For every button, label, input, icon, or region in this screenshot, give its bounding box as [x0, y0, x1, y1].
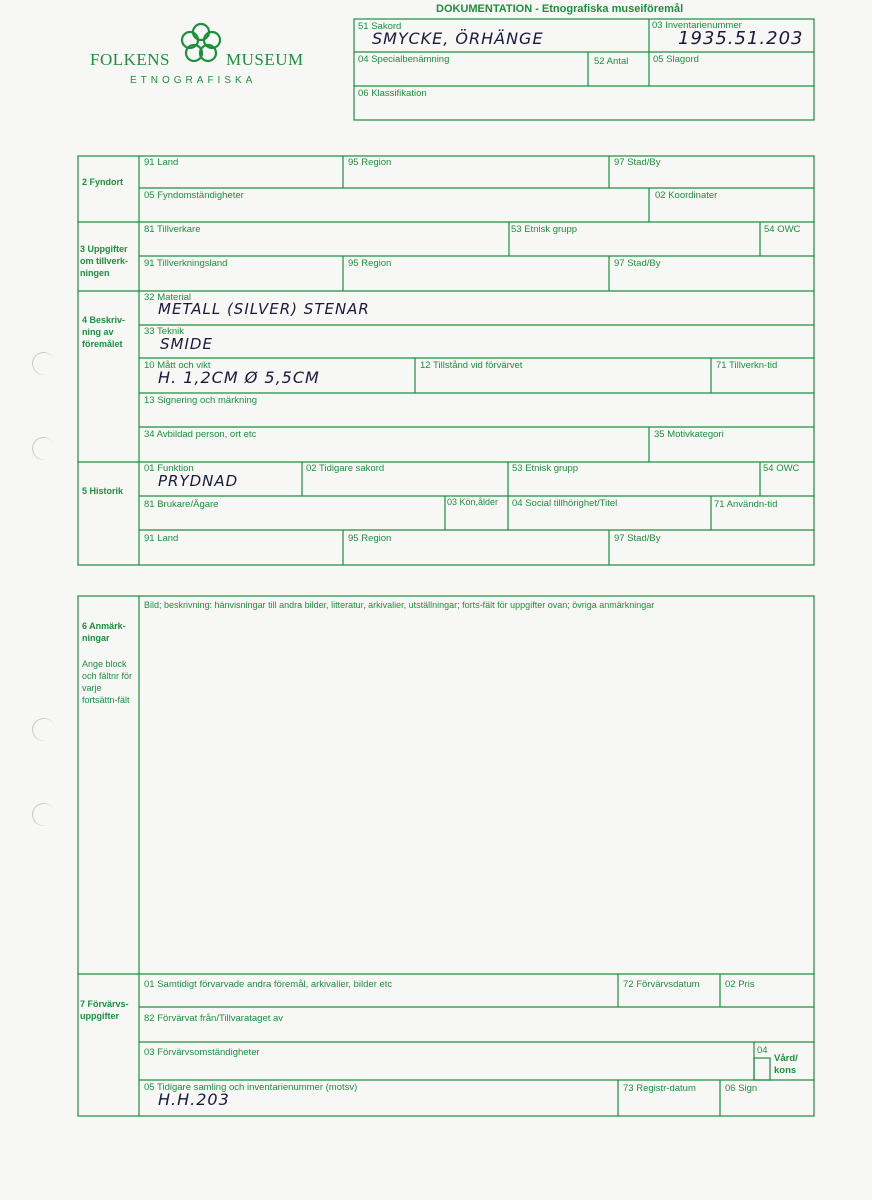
label-tillverkn-tid: 71 Tillverkn-tid	[716, 360, 778, 371]
label-material: 32 Material	[144, 292, 191, 303]
form-title: DOKUMENTATION - Etnografiska museiföremål	[436, 3, 684, 15]
value-sakord: SMYCKE, ÖRHÄNGE	[372, 29, 544, 48]
label-tillstand: 12 Tillstånd vid förvärvet	[420, 360, 523, 371]
logo-name-right: MUSEUM	[226, 50, 304, 69]
section-title-historik: 5 Historik	[82, 486, 124, 496]
label-owc: 54 OWC	[763, 463, 800, 474]
label-etnisk-grupp: 53 Etnisk grupp	[512, 463, 579, 474]
label-tillverkningsland: 91 Tillverkningsland	[144, 258, 228, 269]
label-forvarvsdatum: 72 Förvärvsdatum	[623, 979, 700, 990]
label-region: 95 Region	[348, 533, 392, 544]
label-motivkategori: 35 Motivkategori	[654, 429, 724, 440]
label-stad: 97 Stad/By	[614, 258, 661, 269]
value-material: METALL (SILVER) STENAR	[158, 300, 370, 318]
label-teknik: 33 Teknik	[144, 326, 184, 337]
label-etnisk-grupp: 53 Etnisk grupp	[511, 224, 578, 235]
label-matt-och-vikt: 10 Mått och vikt	[144, 360, 211, 371]
section-title-tillverkning: 3 Uppgifter om tillverk-ningen	[80, 244, 129, 278]
logo-subtitle: ETNOGRAFISKA	[130, 75, 257, 86]
value-matt-och-vikt: H. 1,2CM Ø 5,5CM	[158, 368, 320, 387]
label-signering: 13 Signering och märkning	[144, 395, 258, 406]
value-teknik: SMIDE	[160, 335, 213, 353]
label-kon-alder: 03 Kön,ålder	[447, 497, 499, 507]
label-pris: 02 Pris	[725, 979, 755, 990]
flower-logo-icon	[176, 20, 226, 66]
label-anvandn-tid: 71 Användn-tid	[714, 499, 778, 510]
label-samtidigt-forvarvade: 01 Samtidigt förvarvade andra föremål, arkivalier, bilder etc	[144, 979, 393, 990]
label-tidigare-samling: 05 Tidigare samling och inventarienummer (motsv)	[144, 1082, 358, 1093]
label-bild-beskrivning: Bild; beskrivning: hänvisningar till andra bilder, litteratur, arkivalier, utställningar; forts-fält för uppgifter ovan; övriga anmärkningar	[144, 600, 655, 610]
label-land: 91 Land	[144, 157, 179, 168]
section-title-anmarkningar: 6 Anmärk-ningar	[82, 621, 126, 643]
label-antal: 52 Antal	[594, 56, 629, 67]
label-klassifikation: 06 Klassifikation	[358, 88, 427, 99]
label-koordinater: 02 Koordinater	[655, 190, 718, 201]
label-vard-number: 04	[757, 1045, 768, 1056]
label-brukare: 81 Brukare/Ägare	[144, 499, 219, 510]
label-forvarvat-fran: 82 Förvärvat från/Tillvarataget av	[144, 1013, 284, 1024]
label-tidigare-sakord: 02 Tidigare sakord	[306, 463, 385, 474]
label-inventarienummer: 03 Inventarienummer	[652, 20, 742, 31]
value-funktion: PRYDNAD	[158, 472, 239, 490]
label-land: 91 Land	[144, 533, 179, 544]
section-title-fyndort: 2 Fyndort	[82, 177, 124, 187]
label-fyndomstandigheter: 05 Fyndomständigheter	[144, 190, 244, 201]
label-owc: 54 OWC	[764, 224, 801, 235]
section-title-beskrivning: 4 Beskriv-ning av föremålet	[82, 315, 126, 349]
section-note: Ange block och fältnr för varje fortsättn-fält	[82, 659, 133, 705]
section-title-forvarvsuppgifter: 7 Förvärvs-uppgifter	[80, 999, 129, 1021]
label-social-tillhorighet: 04 Social tillhörighet/Titel	[512, 498, 618, 509]
label-tillverkare: 81 Tillverkare	[144, 224, 201, 235]
label-region: 95 Region	[348, 258, 392, 269]
label-stad: 97 Stad/By	[614, 157, 661, 168]
label-forvarvsomstandigheter: 03 Förvärvsomständigheter	[144, 1047, 260, 1058]
label-region: 95 Region	[348, 157, 392, 168]
value-inventarienummer: 1935.51.203	[678, 28, 804, 49]
label-vard-kons: Vård/ kons	[774, 1053, 798, 1076]
label-registr-datum: 73 Registr-datum	[623, 1083, 696, 1094]
label-slagord: 05 Slagord	[653, 54, 699, 65]
label-specialbenamning: 04 Specialbenämning	[358, 54, 450, 65]
label-avbildad: 34 Avbildad person, ort etc	[144, 429, 257, 440]
museum-logo	[90, 20, 315, 92]
label-funktion: 01 Funktion	[144, 463, 194, 474]
label-stad: 97 Stad/By	[614, 533, 661, 544]
label-sakord: 51 Sakord	[358, 21, 402, 32]
label-sign: 06 Sign	[725, 1083, 758, 1094]
logo-name-left: FOLKENS	[90, 50, 171, 69]
value-tidigare-samling: H.H.203	[158, 1090, 230, 1109]
